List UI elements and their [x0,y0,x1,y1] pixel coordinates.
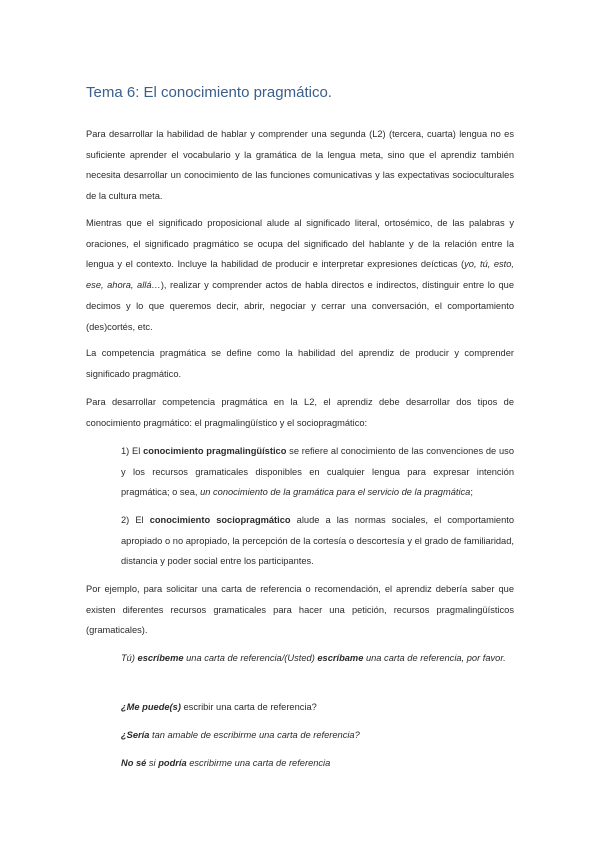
paragraph-pragmatic-competence: La competencia pragmática se define como la habilidad del aprendiz de producir y comprender significado pragmático. [86,348,514,379]
paragraph-intro: Para desarrollar la habilidad de hablar y comprender una segunda (L2) (tercera, cuarta) lengua no es suficiente aprender el vocabulario y la gramática de la lengua meta, sino que el aprendiz también necesita desarrollar un conocimiento de las funciones comunicativas y las expectativas socioculturales de la cultura meta. [86,129,514,202]
list-item-pragmalinguistic: 1) El conocimiento pragmalingüístico se refiere al conocimiento de las convenciones de uso y los recursos gramaticales disponibles en cualquier lengua para expresar intención pragmática; o sea, un conocimiento de la gramática para el servicio de la pragmática; [121,446,515,498]
page-title: Tema 6: El conocimiento pragmático. [86,84,332,101]
example-2: ¿Me puede(s) escribir una carta de referencia? [121,702,317,712]
paragraph-two-types: Para desarrollar competencia pragmática en la L2, el aprendiz debe desarrollar dos tipos de conocimiento pragmático: el pragmalingüístico y el sociopragmático: [86,397,514,428]
paragraph-example: Por ejemplo, para solicitar una carta de referencia o recomendación, el aprendiz debería saber que existen diferentes recursos gramaticales para hacer una petición, recursos pragmalingüísticos (gramaticales). [86,584,514,636]
paragraph-meaning: Mientras que el significado proposicional alude al significado literal, ortosémico, de las palabras y oraciones, el significado pragmático se ocupa del significado del hablante y de la relación entre la lengua y el contexto. Incluye la habilidad de producir e interpretar expresiones deícticas (yo, tú, esto, ese, ahora, allá…), realizar y comprender actos de habla directos e indirectos, distinguir entre lo que decimos y lo que queremos decir, abrir, negociar y cerrar una conversación, el comportamiento (des)cortés, etc. [86,218,515,332]
example-1: Tú) escríbeme una carta de referencia/(Usted) escríbame una carta de referencia, por favor. [121,653,506,663]
list-item-sociopragmatic: 2) El conocimiento sociopragmático alude a las normas sociales, el comportamiento apropiado o no apropiado, la percepción de la cortesía o descortesía y el grado de familiaridad, distancia y poder social entre los participantes. [121,515,514,567]
example-3: ¿Sería tan amable de escribirme una carta de referencia? [121,730,360,740]
example-4: No sé si podría escribirme una carta de referencia [121,758,331,768]
